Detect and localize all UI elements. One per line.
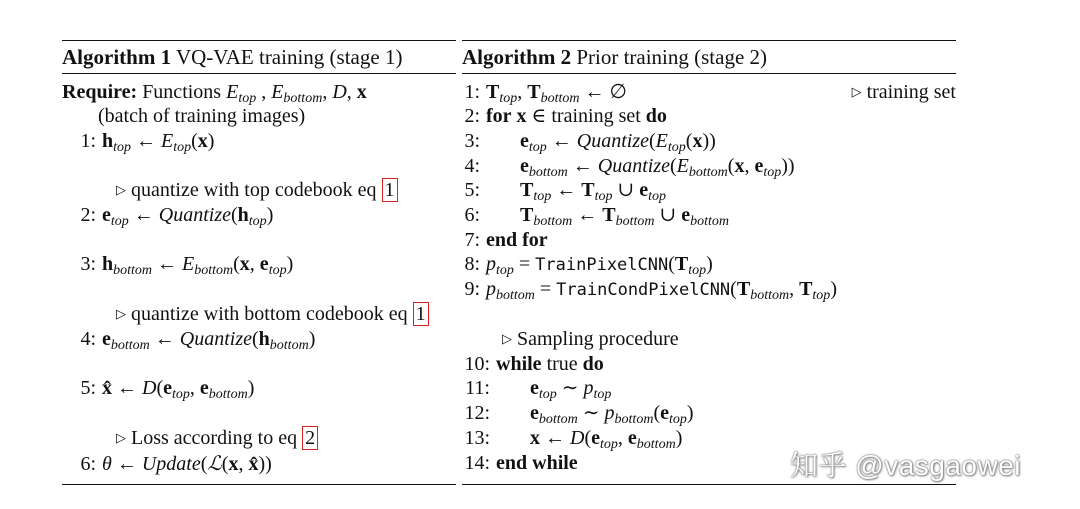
algo1-line-3: 3: $h_{bottom}$ ← $E_{bottom}(x$, $e_{top}$) [80,253,294,278]
algo2-line-9: 9: $p_{bottom}$ = $TrainCondPixelCNN(T_{bottom}$, $T_{top}$) [464,278,837,303]
algo2-line-10: 10: while true do [464,353,604,375]
triangle-icon: ▷ [116,306,126,321]
algo2-sampling-comment: ▷ Sampling procedure [502,328,679,350]
zhihu-watermark: 知乎 @vasgaowei [790,450,1022,481]
title-rule [62,73,456,74]
require-continuation: (batch of training images) [98,105,306,127]
algo2-line-7: 7: end for [464,229,548,251]
title-rule [462,73,956,74]
algo2-line-2: 2: for x ∈ training set do [464,105,667,127]
require-line: Require: Functions $E_{top}$ , $E_{bottom}$, D, x [62,81,367,106]
triangle-icon: ▷ [116,430,126,445]
algo2-line-5: 5: $T_{top}$ ← $T_{top}$ ∪ $e_{top}$ [464,179,667,204]
algo1-line-5: 5: x̂ ← $D(e_{top}$, $e_{bottom}$) [80,377,255,402]
eq-ref: 2 [302,426,318,450]
algorithm-1-title: Algorithm 1 VQ-VAE training (stage 1) [62,45,403,69]
algo1-line-2: 2: $e_{top}$ ← $Quantize(h_{top})$ [80,204,274,229]
triangle-icon: ▷ [851,84,862,99]
algo2-line-11: 11: $e_{top}$ ∼ $p_{top}$ [465,377,612,402]
algo1-comment-bottom-codebook: ▷ quantize with bottom codebook eq 1 [62,302,429,326]
bottom-rule [62,484,456,485]
algo2-line-14: 14: end while [464,452,578,474]
algo1-line-6: 6: θ ← Update(ℒ(x, x̂)) [80,451,272,475]
algo1-comment-top-codebook: ▷ quantize with top codebook eq 1 [62,178,398,202]
algo1-line-4: 4: $e_{bottom}$ ← $Quantize(h_{bottom})$ [80,328,316,353]
algo2-line-6: 6: $T_{bottom}$ ← $T_{bottom}$ ∪ $e_{bottom}$ [464,204,730,229]
algorithm-2-title: Algorithm 2 Prior training (stage 2) [462,45,768,69]
algo2-line-3: 3: $e_{top}$ ← $Quantize(E_{top}(x))$ [464,130,716,155]
top-rule [62,40,456,41]
eq-ref: 1 [413,302,429,326]
bottom-rule [462,484,956,485]
top-rule [462,40,956,41]
algo2-line-1: 1: $T_{top}$, $T_{bottom}$ ← ∅ [464,81,627,106]
algo2-line-4: 4: $e_{bottom}$ ← $Quantize(E_{bottom}(x$, $e_{top}$)) [464,155,795,180]
triangle-icon: ▷ [502,331,512,346]
algo1-line-1: 1: $h_{top}$ ← $E_{top}(x)$ [80,130,215,155]
triangle-icon: ▷ [116,182,126,197]
algo2-training-set-comment: ▷ training set [851,81,956,103]
algo2-line-13: 13: x ← $D(e_{top}$, $e_{bottom}$) [464,427,683,452]
algo2-line-8: 8: $p_{top}$ = $TrainPixelCNN(T_{top})$ [464,253,713,278]
algo2-line-12: 12: $e_{bottom}$ ∼ $p_{bottom}(e_{top})$ [464,402,694,427]
algo1-comment-loss: ▷ Loss according to eq 2 [62,426,318,450]
eq-ref: 1 [382,178,398,202]
